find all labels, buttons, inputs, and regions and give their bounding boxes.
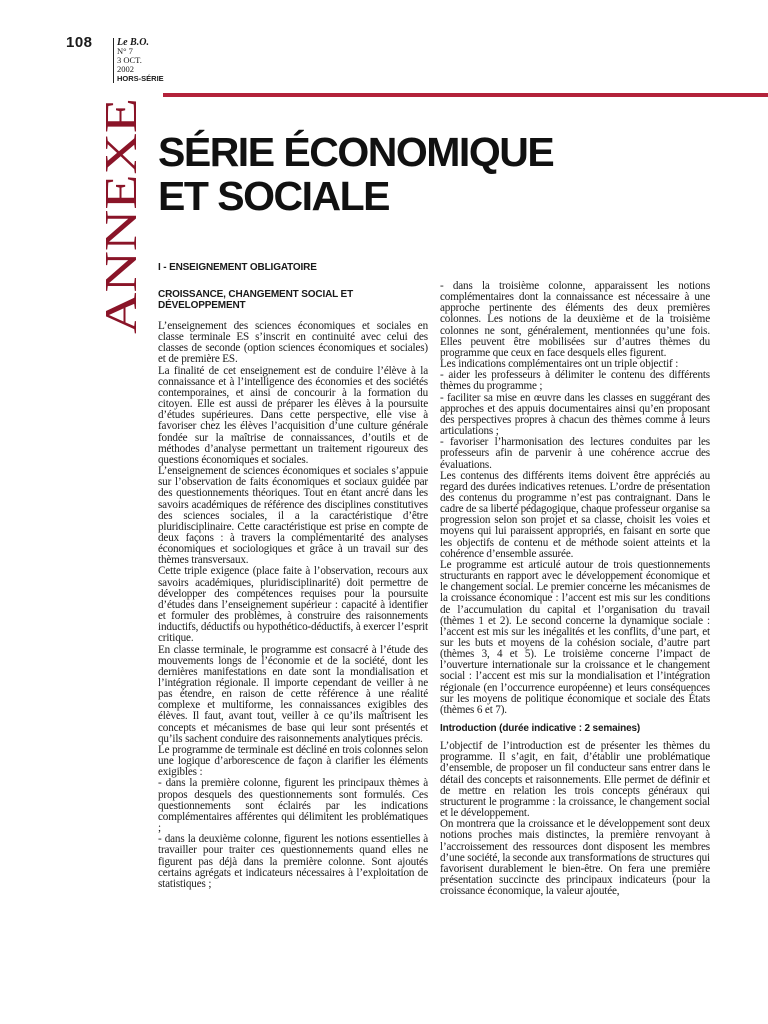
annexe-side-label — [84, 98, 154, 338]
paragraph: Le programme est articulé autour de trois questionnements structurants en rapport avec le développement économique et le changement social. Le premier concerne les mécanismes de la croissance économique : l’accent est mis sur les conditions de l’accumulation du capital et l’organisation du travail (thèmes 1 et 2). Le second concerne la dynamique sociale : l’accent est mis sur les inégalités et les conflits, d’une part, et sur les buts et moyens de la cohésion sociale, d’autre part (thèmes 3, 4 et 5). Le troisième concerne l’impact de l’ouverture internationale sur la croissance et le changement social : l’accent est mis sur la mondialisation et l’intégration régionale (en l’occurrence européenne) et leurs conséquences sur les moyens de politique économique et sociale des États (thèmes 6 et 7). — [440, 558, 710, 716]
paragraph: L’enseignement de sciences économiques et sociales s’appuie sur l’observation de faits économiques et sociaux guidée par des questionnements théoriques. Tout en étant ancré dans les savoirs académiques de référence des disciplines constitutives des sciences sociales, il a la caractéristique d’être pluridisciplinaire. Cette caractéristique est prise en compte de deux façons : à travers la complémentarité des analyses économiques et sociologiques et grâce à un travail sur des thèmes transversaux. — [158, 465, 428, 567]
bo-series: HORS-SÉRIE — [117, 74, 164, 83]
intro-heading: Introduction (durée indicative : 2 semaines) — [440, 723, 641, 735]
paragraph: L’objectif de l’introduction est de présenter les thèmes du programme. Il s’agit, en fait, d’établir une problématique d’ensemble, de proposer un fil conducteur sans entrer dans le détail des concepts et raisonnements. Elle permet de définir et de mettre en relation les trois concepts généraux qui structurent le programme : la croissance, le changement social et le développement. — [440, 740, 710, 820]
bo-date-day: 3 OCT. — [117, 55, 142, 65]
svg-text:ANNEXE: ANNEXE — [95, 144, 146, 334]
accent-rule — [163, 93, 768, 97]
paragraph: En classe terminale, le programme est consacré à l’étude des mouvements longs de l’économie et de la société, dont les dernières manifestations en date sont la mondialisation et l’intégration régionale. Il importe cependant de veiller à ne pas étendre, en raison de cette référence à une réalité complexe et multiforme, les connaissances exigibles des élèves. Il faut, avant tout, veiller à ce qu’ils maîtrisent les concepts et mécanismes de base qui leur sont présentés et qu’ils sachent conduire des raisonnements analytiques précis. — [158, 643, 428, 745]
paragraph: - dans la première colonne, figurent les principaux thèmes à propos desquels des questionnements sont formulés. Ces questionnements sont éclairés par les indications complémentaires afférentes qui délimitent les problématiques ; — [158, 777, 428, 835]
page-number: 108 — [66, 34, 93, 51]
paragraph: - faciliter sa mise en œuvre dans les classes en suggérant des approches et des appuis documentaires ainsi qu’en proposant des perspectives propres à chacun des thèmes comme à leurs articulations ; — [440, 391, 710, 438]
paragraph: Le programme de terminale est décliné en trois colonnes selon une logique d’arborescence de façon à clarifier les éléments exigibles : — [158, 743, 428, 779]
sub-heading: CROISSANCE, CHANGEMENT SOCIAL ET DÉVELOPPEMENT — [158, 289, 354, 311]
paragraph: Les contenus des différents items doivent être appréciés au regard des durées indicatives retenues. L’ordre de présentation des contenus du programme n’est pas contraignant. Dans le cadre de sa liberté pédagogique, chaque professeur organise sa progression selon son projet et sa classe, choisit les voies et moyens qui lui paraissent appropriés, en faisant en sorte que les objectifs de contenu et de méthode soient atteints et la cohérence d’ensemble assurée. — [440, 469, 710, 560]
bo-number: N° 7 — [117, 46, 133, 56]
title-line-1: SÉRIE ÉCONOMIQUE — [158, 129, 554, 175]
paragraph: On montrera que la croissance et le développement sont deux notions proches mais distinctes, la première renvoyant à l’accroissement des ressources dont disposent les membres d’une société, la seconde aux transformations de structures qui favorisent durablement le bien-être. On fera une première présentation succincte des principaux indicateurs (pour la croissance économique, la valeur ajoutée, — [440, 818, 710, 898]
paragraph: L’enseignement des sciences économiques et sociales en classe terminale ES s’inscrit en continuité avec celui des classes de seconde (option sciences économiques et sociales) et de première ES. — [158, 320, 428, 366]
paragraph: - dans la deuxième colonne, figurent les notions essentielles à travailler pour traiter ces questionnements quand elles ne figurent pas déjà dans la première colonne. Sont ajoutés certains agrégats et indicateurs nécessaires à l’exploitation de statistiques ; — [158, 833, 428, 890]
paragraph: Cette triple exigence (place faite à l’observation, recours aux savoirs académiques, pluridisciplinarité) doit permettre de développer des compétences requises pour la poursuite d’études dans l’enseignement supérieur : capacité à identifier et formuler des problèmes, à construire des raisonnements inductifs, déductifs ou hypothético-déductifs, à exercer l’esprit critique. — [158, 565, 428, 645]
section-heading: I - ENSEIGNEMENT OBLIGATOIRE — [158, 262, 317, 273]
bo-date-year: 2002 — [117, 64, 134, 74]
left-column — [158, 262, 428, 890]
paragraph: La finalité de cet enseignement est de conduire l’élève à la connaissance et à l’intelligence des économies et des sociétés contemporaines, et ainsi de concourir à la formation du citoyen. Elle est aussi de préparer les élèves à la poursuite d’études supérieures. Dans cette perspective, elle vise à favoriser chez les élèves l’acquisition d’une culture générale fondée sur la maîtrise de connaissances, d’outils et de méthodes d’analyse permettant un traitement rigoureux des questions économiques et sociales. — [158, 364, 428, 466]
title-line-2: ET SOCIALE — [158, 173, 390, 219]
page-title — [158, 130, 718, 218]
bo-logo: Le B.O. — [117, 37, 149, 48]
right-column — [440, 281, 710, 897]
paragraph: - favoriser l’harmonisation des lectures conduites par les professeurs afin de parvenir à une cohérence accrue des évaluations. — [440, 436, 710, 471]
paragraph: - aider les professeurs à délimiter le contenu des différents thèmes du programme ; — [440, 369, 710, 393]
bo-masthead — [113, 38, 167, 83]
paragraph: Les indications complémentaires ont un triple objectif : — [440, 358, 679, 371]
paragraph: - dans la troisième colonne, apparaissent les notions complémentaires dont la connaissance est nécessaire à une approche pertinente des éléments des deux premières colonnes. Les notions de la deuxième et de la troisième colonnes ne sont, généralement, mentionnées qu’une fois. Elles peuvent être mobilisées sur d’autres thèmes du programme que ceux en face desquels elles figurent. — [440, 280, 710, 359]
